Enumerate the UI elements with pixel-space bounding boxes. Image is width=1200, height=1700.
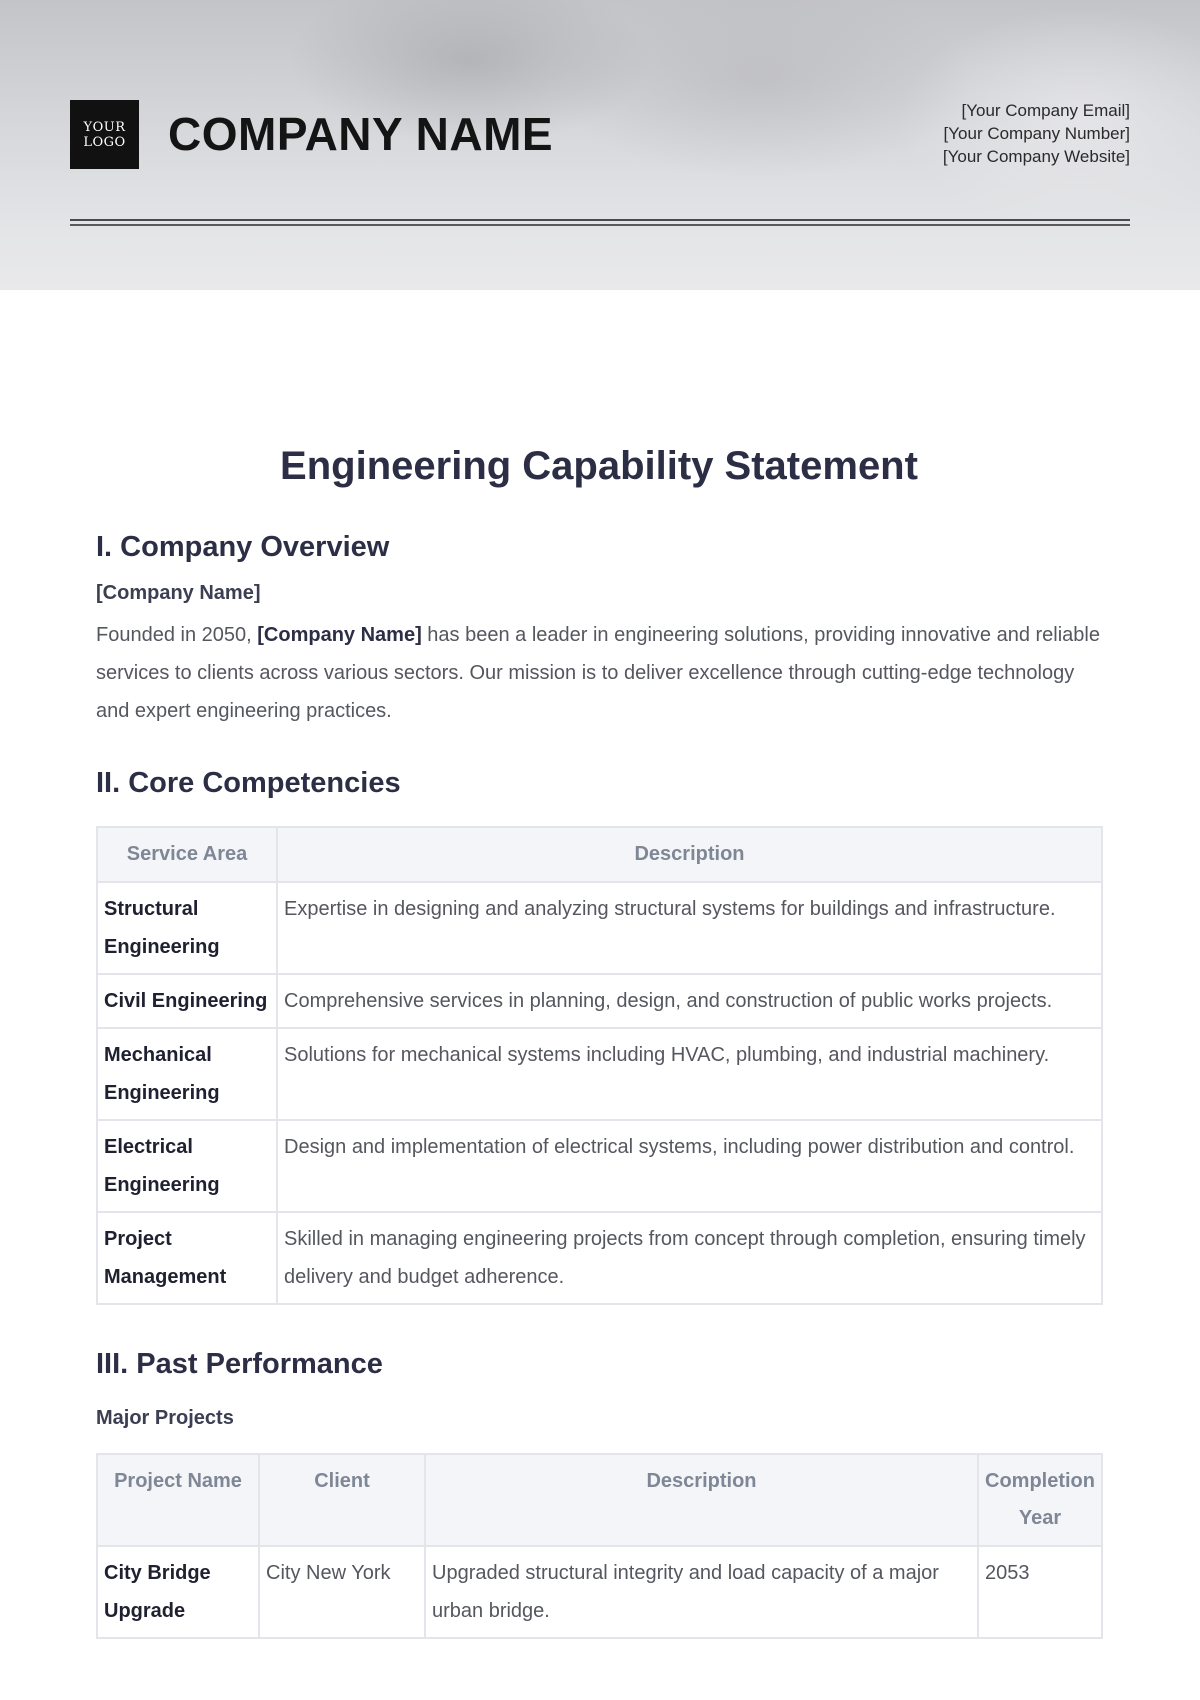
service-area-cell: Electrical Engineering	[97, 1120, 277, 1212]
table-row	[97, 882, 1102, 974]
table-row	[97, 974, 1102, 1028]
description-cell: Comprehensive services in planning, design, and construction of public works projects.	[277, 974, 1102, 1028]
service-area-cell: Structural Engineering	[97, 882, 277, 974]
contact-number: [Your Company Number]	[943, 124, 1130, 143]
description-cell: Skilled in managing engineering projects from concept through completion, ensuring timely delivery and budget adherence.	[277, 1212, 1102, 1304]
service-area-cell: Project Management	[97, 1212, 277, 1304]
completion-year-cell: 2053	[978, 1546, 1102, 1638]
service-area-cell: Civil Engineering	[97, 974, 277, 1028]
section-heading-competencies: II. Core Competencies	[96, 767, 401, 799]
header-divider-bottom	[70, 224, 1130, 226]
column-header-project-name: Project Name	[97, 1454, 259, 1546]
overview-subheading: [Company Name]	[96, 582, 261, 604]
contact-block	[943, 99, 1130, 168]
company-name: COMPANY NAME	[168, 108, 554, 160]
header-divider-top	[70, 219, 1130, 221]
company-logo	[70, 100, 139, 169]
description-cell: Solutions for mechanical systems including HVAC, plumbing, and industrial machinery.	[277, 1028, 1102, 1120]
overview-paragraph	[96, 616, 1104, 730]
description-cell: Expertise in designing and analyzing structural systems for buildings and infrastructure.	[277, 882, 1102, 974]
table-row	[97, 1120, 1102, 1212]
column-header-description: Description	[277, 827, 1102, 882]
table-row	[97, 1028, 1102, 1120]
contact-email: [Your Company Email]	[961, 101, 1130, 120]
logo-text-line1: YOUR	[83, 119, 126, 135]
description-cell: Design and implementation of electrical systems, including power distribution and control.	[277, 1120, 1102, 1212]
table-row	[97, 1212, 1102, 1304]
document-body	[96, 440, 1104, 1639]
service-area-cell: Mechanical Engineering	[97, 1028, 277, 1120]
table-header-row	[97, 827, 1102, 882]
competencies-table	[96, 826, 1103, 1305]
document-title: Engineering Capability Statement	[280, 444, 918, 488]
overview-company-name: [Company Name]	[257, 624, 422, 646]
section-heading-overview: I. Company Overview	[96, 531, 390, 563]
overview-text-end: has been a leader in engineering solutions, providing innovative and reliable services to clients across various sectors. Our mission is to deliver excellence through cutting-edge technology and expert engineering practices.	[96, 624, 1100, 722]
column-header-description: Description	[425, 1454, 978, 1546]
table-header-row	[97, 1454, 1102, 1546]
column-header-service-area: Service Area	[97, 827, 277, 882]
projects-table	[96, 1453, 1103, 1639]
contact-website: [Your Company Website]	[942, 147, 1130, 166]
column-header-client: Client	[259, 1454, 425, 1546]
project-name-cell: City Bridge Upgrade	[97, 1546, 259, 1638]
project-description-cell: Upgraded structural integrity and load capacity of a major urban bridge.	[425, 1546, 978, 1638]
logo-text-line2: LOGO	[83, 134, 126, 150]
section-heading-performance: III. Past Performance	[96, 1348, 383, 1380]
table-row	[97, 1546, 1102, 1638]
header-banner	[0, 0, 1200, 290]
overview-text-start: Founded in 2050,	[96, 624, 258, 646]
column-header-completion-year: Completion Year	[978, 1454, 1102, 1546]
performance-subheading: Major Projects	[96, 1407, 234, 1429]
client-cell: City New York	[259, 1546, 425, 1638]
